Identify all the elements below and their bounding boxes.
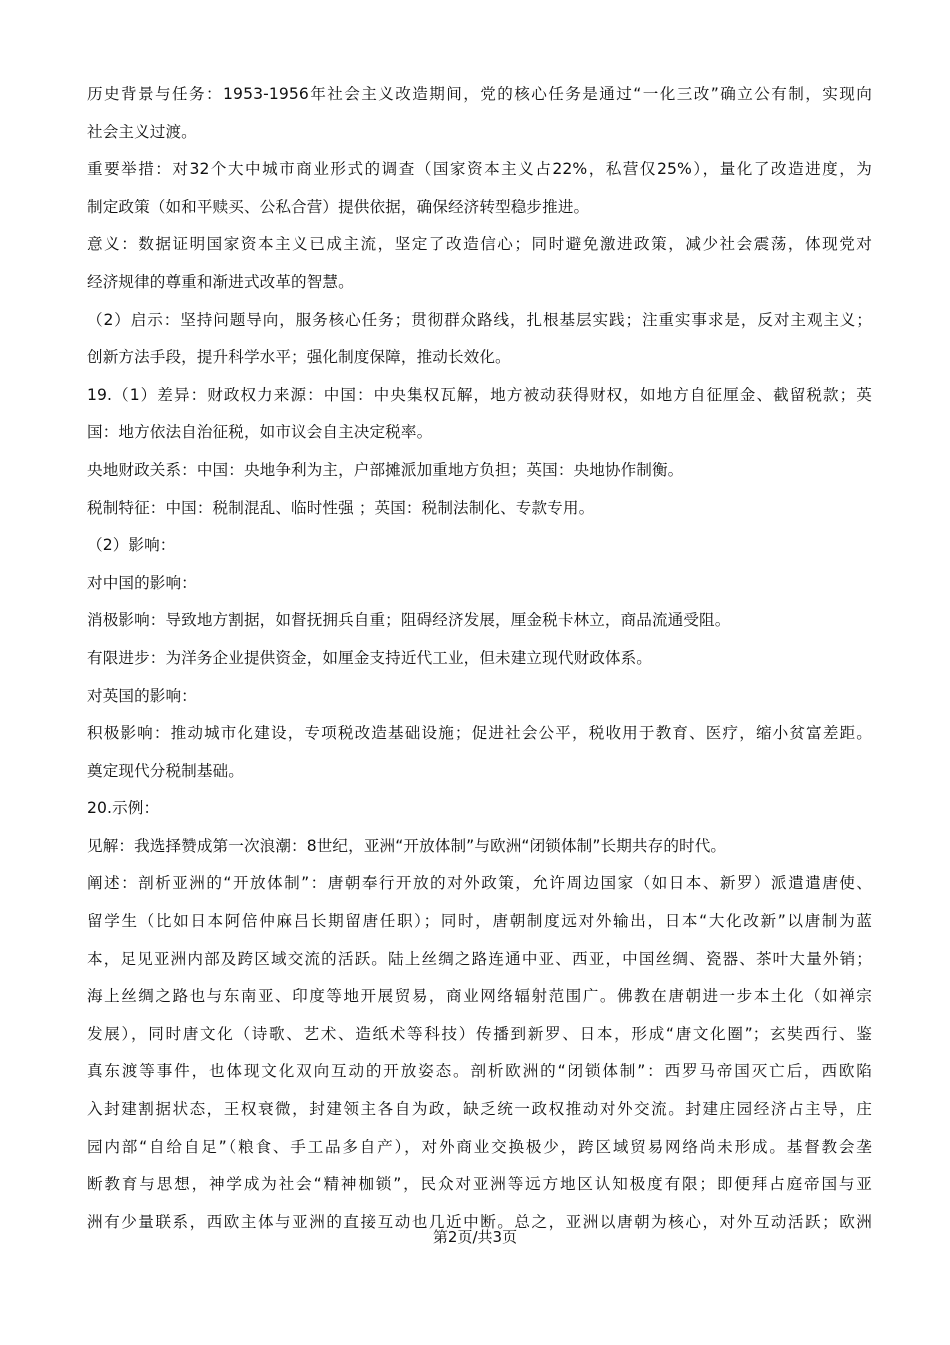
- text-line: 见解：我选择赞成第一次浪潮：8世纪，亚洲“开放体制”与欧洲“闭锁体制”长期共存的时代。: [87, 836, 727, 855]
- text-line: 有限进步：为洋务企业提供资金，如厘金支持近代工业，但未建立现代财政体系。: [87, 648, 652, 667]
- text-line: 阐述：剖析亚洲的“开放体制”：唐朝奉行开放的对外政策，允许周边国家（如日本、新罗）派遣遣唐使、: [87, 874, 872, 893]
- text-line: 历史背景与任务：1953-1956年社会主义改造期间，党的核心任务是通过“一化三改”确立公有制，实现向: [87, 85, 872, 103]
- document-body: [87, 76, 872, 1241]
- text-line: 洲有少量联系，西欧主体与亚洲的直接互动也几近中断。总之，亚洲以唐朝为核心，对外互动活跃；欧洲: [87, 1212, 872, 1231]
- page-number-footer: 第2页/共3页: [432, 1228, 518, 1246]
- text-line: 社会主义过渡。: [87, 122, 197, 141]
- text-line: （2）影响：: [87, 536, 176, 555]
- text-line: 制定政策（如和平赎买、公私合营）提供依据，确保经济转型稳步推进。: [87, 197, 590, 216]
- text-line: 奠定现代分税制基础。: [87, 761, 244, 780]
- text-line: （2）启示：坚持问题导向，服务核心任务；贯彻群众路线，扎根基层实践；注重实事求是，反对主观主义；: [87, 310, 872, 329]
- text-line: 本，足见亚洲内部及跨区域交流的活跃。陆上丝绸之路连通中亚、西亚，中国丝绸、瓷器、茶叶大量外销；: [87, 949, 872, 968]
- text-line: 积极影响：推动城市化建设，专项税改造基础设施；促进社会公平，税收用于教育、医疗，缩小贫富差距。: [87, 724, 872, 743]
- text-line: 经济规律的尊重和渐进式改革的智慧。: [87, 272, 354, 291]
- text-line: 园内部“自给自足”（粮食、手工品多自产），对外商业交换极少，跨区域贸易网络尚未形成。基督教会垄: [87, 1137, 872, 1156]
- text-line: 国：地方依法自治征税，如市议会自主决定税率。: [87, 423, 433, 442]
- text-line: 20.示例：: [87, 799, 160, 818]
- text-line: 海上丝绸之路也与东南亚、印度等地开展贸易，商业网络辐射范围广。佛教在唐朝进一步本土化（如禅宗: [87, 987, 872, 1006]
- text-line: 入封建割据状态，王权衰微，封建领主各自为政，缺乏统一政权推动对外交流。封建庄园经济占主导，庄: [87, 1100, 872, 1119]
- text-line: 19.（1）差异：财政权力来源：中国：中央集权瓦解，地方被动获得财权，如地方自征厘金、截留税款；英: [87, 385, 872, 404]
- text-line: 重要举措：对32个大中城市商业形式的调查（国家资本主义占22%，私营仅25%），量化了改造进度，为: [87, 160, 872, 179]
- text-line: 对英国的影响：: [87, 686, 197, 705]
- text-line: 意义：数据证明国家资本主义已成主流，坚定了改造信心；同时避免激进政策，减少社会震荡，体现党对: [87, 235, 872, 254]
- text-line: 创新方法手段，提升科学水平；强化制度保障，推动长效化。: [87, 348, 511, 367]
- text-line: 央地财政关系：中国：央地争利为主，户部摊派加重地方负担；英国：央地协作制衡。: [87, 460, 684, 479]
- text-line: 断教育与思想，神学成为社会“精神枷锁”，民众对亚洲等远方地区认知极度有限；即便拜占庭帝国与亚: [87, 1175, 872, 1194]
- text-line: 发展），同时唐文化（诗歌、艺术、造纸术等科技）传播到新罗、日本，形成“唐文化圈”；玄奘西行、鉴: [87, 1024, 872, 1043]
- text-line: 留学生（比如日本阿倍仲麻吕长期留唐任职）；同时，唐朝制度远对外输出，日本“大化改新”以唐制为蓝: [87, 912, 872, 931]
- text-line: 真东渡等事件，也体现文化双向互动的开放姿态。剖析欧洲的“闭锁体制”：西罗马帝国灭亡后，西欧陷: [87, 1062, 872, 1081]
- text-line: 税制特征：中国：税制混乱、临时性强 ；英国：税制法制化、专款专用。: [87, 498, 595, 517]
- text-line: 对中国的影响：: [87, 573, 197, 592]
- text-line: 消极影响：导致地方割据，如督抚拥兵自重；阻碍经济发展，厘金税卡林立，商品流通受阻。: [87, 611, 731, 630]
